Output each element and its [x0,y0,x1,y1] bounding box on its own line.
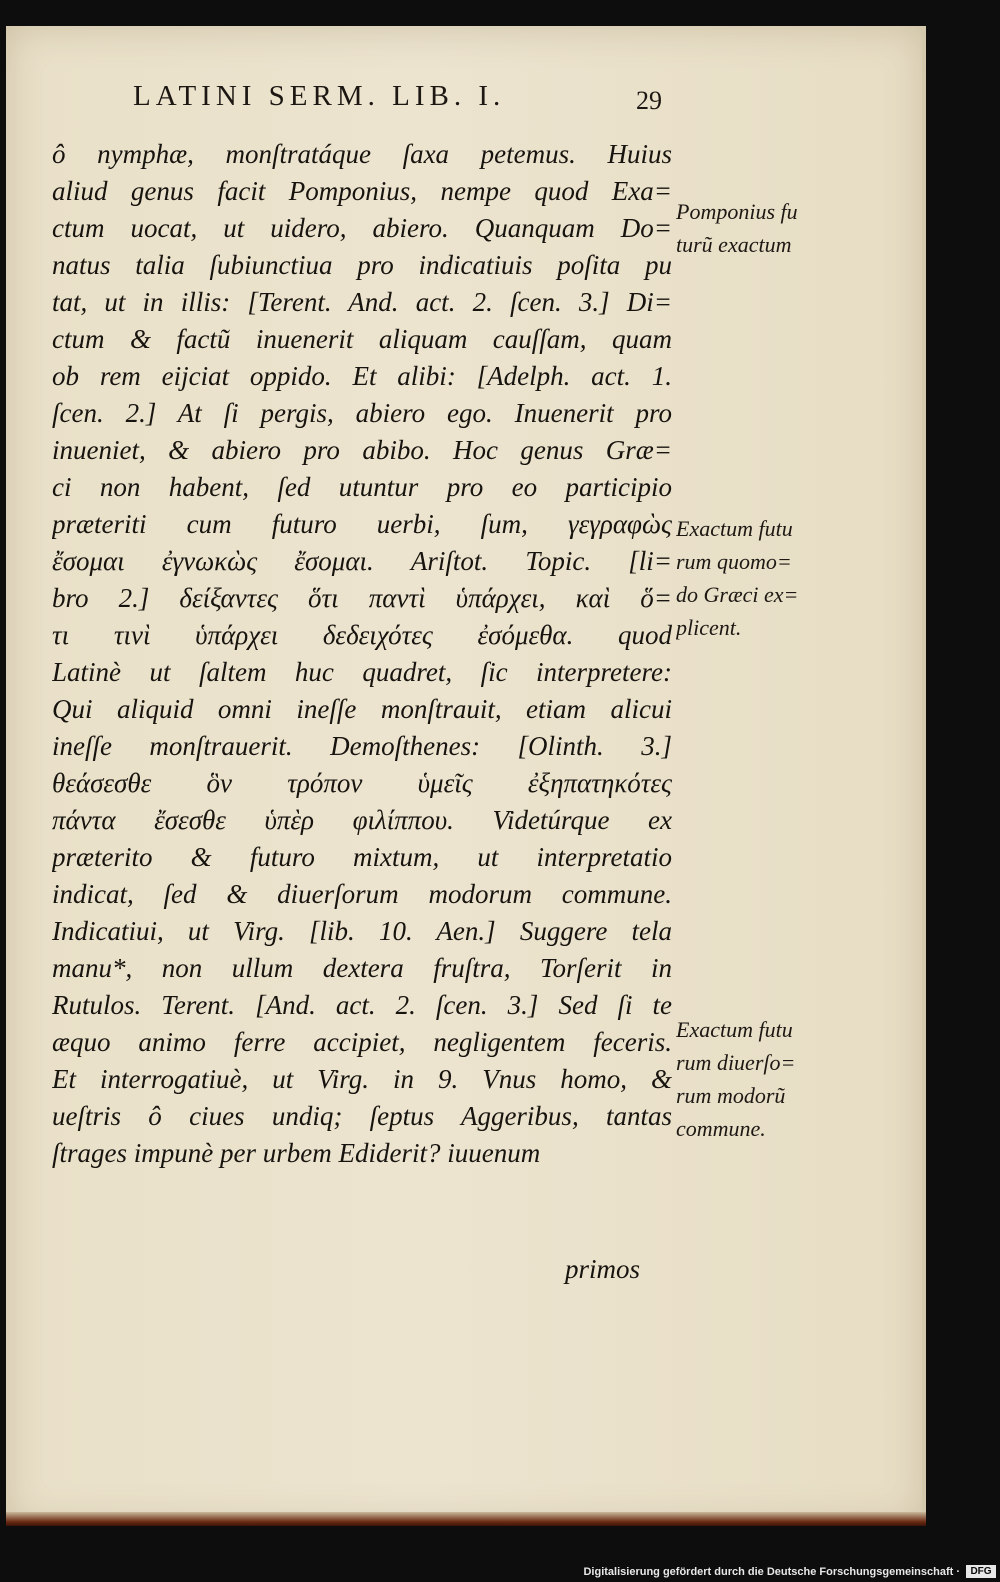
body-line: ſcen. 2.] At ſi pergis, abiero ego. Inuenerit pro [52,398,672,428]
body-line: Rutulos. Terent. [And. act. 2. ſcen. 3.] Sed ſi te [52,990,672,1020]
body-line: præterito & futuro mixtum, ut interpretatio [52,842,672,872]
margin-note-line: Exactum futu [676,516,793,541]
body-line: ueſtris ô ciues undiq; ſeptus Aggeribus, tantas [52,1101,672,1131]
body-line: ô nymphæ, monſtratáque ſaxa petemus. Huius [52,139,672,169]
body-line: manu*, non ullum dextera fruſtra, Torſerit in [52,953,672,983]
body-line: θεάσεσθε ὃν τρόπον ὑμεῖς ἐξηπατηκότες [52,768,672,798]
margin-note-line: Pomponius fu [676,199,798,224]
body-line: tat, ut in illis: [Terent. And. act. 2. ſcen. 3.] Di= [52,287,672,317]
margin-note-line: rum modorũ [676,1083,786,1108]
margin-note-line: commune. [676,1116,766,1141]
margin-note-graeci [676,512,876,644]
body-line: aliud genus facit Pomponius, nempe quod Exa= [52,176,672,206]
body-line: τι τινὶ ὑπάρχει δεδειχότες ἐσόμεθα. quod [52,620,672,650]
margin-note-pomponius [676,195,876,261]
running-title: LATINI SERM. LIB. I. [133,80,506,112]
body-line: Latinè ut ſaltem huc quadret, ſic interpretere: [52,657,672,687]
page-number: 29 [636,86,662,115]
body-line: præteriti cum futuro uerbi, ſum, γεγραφὼς [52,509,672,539]
catchword: primos [565,1254,641,1284]
body-line: bro 2.] δείξαντες ὅτι παντὶ ὑπάρχει, καὶ ὅ= [52,583,672,613]
body-line: ſtrages impunè per urbem Ediderit? iuuenum [52,1138,541,1168]
body-line: Et interrogatiuè, ut Virg. in 9. Vnus homo, & [52,1064,672,1094]
page-bottom-edge [6,1512,926,1526]
body-line: natus talia ſubiunctiua pro indicatiuis poſita pu [52,250,672,280]
body-line: indicat, ſed & diuerſorum modorum commune. [52,879,672,909]
margin-note-commune [676,1013,876,1145]
margin-note-line: do Græci ex= [676,582,799,607]
body-line: æquo animo ferre accipiet, negligentem feceris. [52,1027,672,1057]
body-line: Indicatiui, ut Virg. [lib. 10. Aen.] Suggere tela [52,916,672,946]
body-line: πάντα ἔσεσθε ὑπὲρ φιλίππου. Videtúrque ex [52,805,672,835]
body-line: ob rem eijciat oppido. Et alibi: [Adelph. act. 1. [52,361,672,391]
margin-note-line: plicent. [676,615,742,640]
body-line: ci non habent, ſed utuntur pro eo participio [52,472,672,502]
digitization-credit: Digitalisierung gefördert durch die Deutsche Forschungsgemeinschaft · [583,1566,960,1578]
dfg-logo: DFG [966,1565,996,1578]
margin-note-line: Exactum futu [676,1017,793,1042]
body-line: ineſſe monſtrauerit. Demoſthenes: [Olinth. 3.] [52,731,672,761]
body-text [52,136,672,1172]
page-right-edge [922,26,926,1526]
body-line: ctum & factũ inuenerit aliquam cauſſam, quam [52,324,672,354]
body-line: ἔσομαι ἐγνωκὼς ἔσομαι. Ariſtot. Topic. [li= [52,546,672,576]
margin-note-line: rum quomo= [676,549,792,574]
margin-note-line: turũ exactum [676,232,792,257]
body-line: Qui aliquid omni ineſſe monſtrauit, etiam alicui [52,694,672,724]
margin-note-line: rum diuerſo= [676,1050,796,1075]
body-line: inueniet, & abiero pro abibo. Hoc genus Græ= [52,435,672,465]
body-line: ctum uocat, ut uidero, abiero. Quanquam Do= [52,213,672,243]
